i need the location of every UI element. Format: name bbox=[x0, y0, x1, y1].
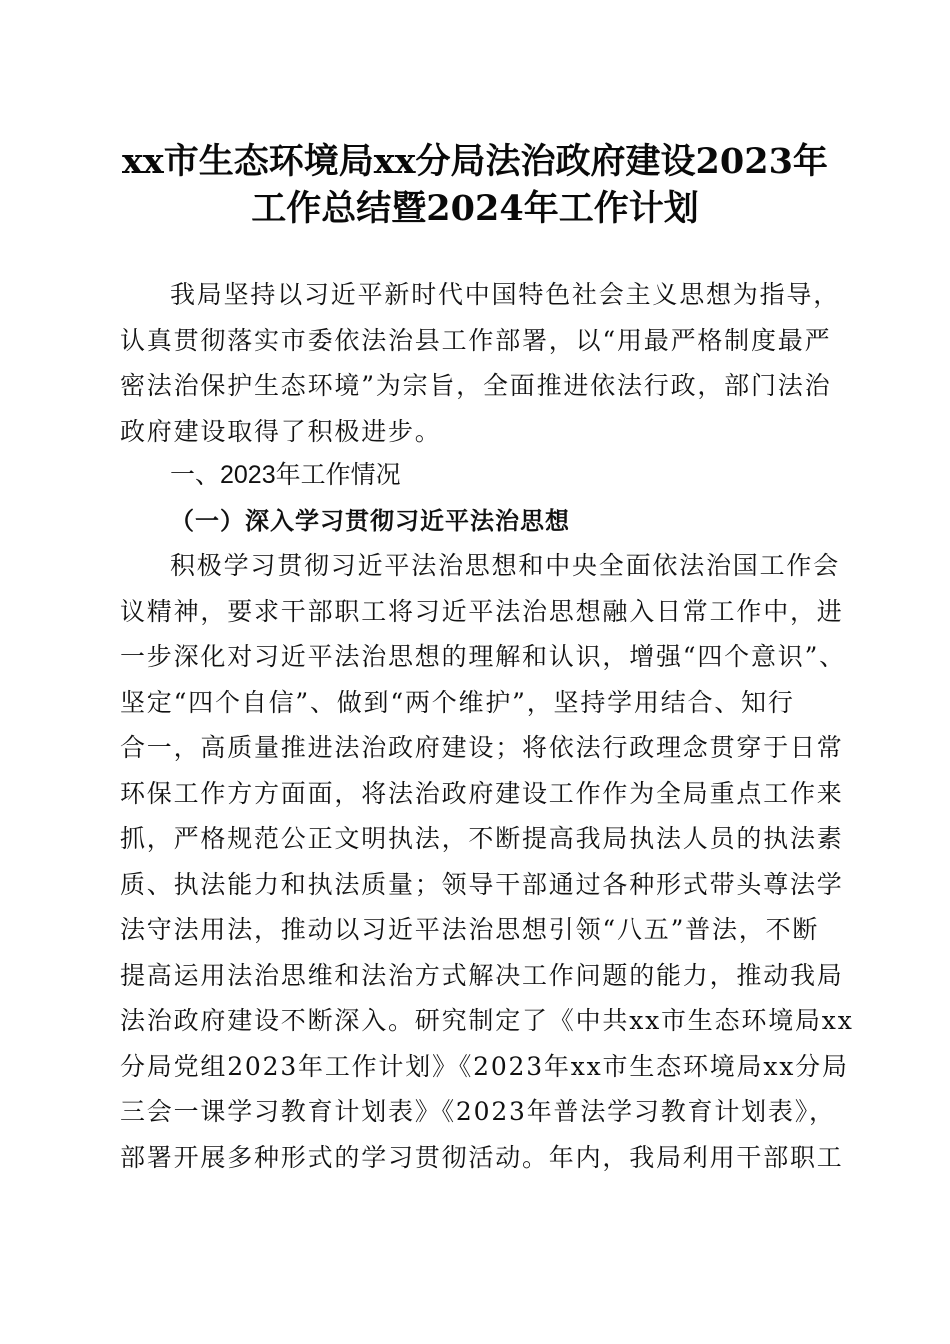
document-title bbox=[90, 138, 860, 232]
paragraph-line: 环保工作方方面面，将法治政府建设工作作为全局重点工作来 bbox=[120, 778, 844, 808]
paragraph-line: 积极学习贯彻习近平法治思想和中央全面依法治国工作会 bbox=[170, 551, 841, 580]
subsection-heading: （一）深入学习贯彻习近平法治思想 bbox=[170, 506, 570, 535]
section-heading: 一、2023年工作情况 bbox=[170, 461, 401, 489]
paragraph-line: 我局坚持以习近平新时代中国特色社会主义思想为指导， bbox=[170, 280, 841, 309]
intro-paragraph bbox=[120, 272, 841, 454]
body-paragraph bbox=[120, 543, 854, 1180]
paragraph-line: 合一，高质量推进法治政府建设；将依法行政理念贯穿于日常 bbox=[120, 733, 844, 762]
title-line: 工作总结暨2024年工作计划 bbox=[251, 188, 699, 229]
paragraph-line: 质、执法能力和执法质量；领导干部通过各种形式带头尊法学 bbox=[120, 869, 844, 899]
paragraph-line: 分局党组2023年工作计划》《2023年xx市生态环境局xx分局 bbox=[120, 1051, 849, 1081]
paragraph-line: 抓，严格规范公正文明执法，不断提高我局执法人员的执法素 bbox=[120, 824, 844, 853]
paragraph-line: 三会一课学习教育计划表》《2023年普法学习教育计划表》， bbox=[120, 1097, 836, 1126]
paragraph-line: 提高运用法治思维和法治方式解决工作问题的能力，推动我局 bbox=[120, 960, 844, 990]
paragraph-line: 法治政府建设不断深入。研究制定了《中共xx市生态环境局xx bbox=[120, 1006, 854, 1035]
paragraph-line: 密法治保护生态环境”为宗旨，全面推进依法行政，部门法治 bbox=[120, 371, 832, 400]
paragraph-line: 部署开展多种形式的学习贯彻活动。年内，我局利用干部职工 bbox=[120, 1142, 844, 1172]
paragraph-line: 政府建设取得了积极进步。 bbox=[120, 416, 442, 446]
paragraph-line: 法守法用法，推动以习近平法治思想引领“八五”普法，不断 bbox=[120, 915, 820, 944]
paragraph-line: 议精神，要求干部职工将习近平法治思想融入日常工作中，进 bbox=[120, 596, 844, 626]
paragraph-line: 认真贯彻落实市委依法治县工作部署，以“用最严格制度最严 bbox=[120, 325, 832, 355]
title-line: xx市生态环境局xx分局法治政府建设2023年 bbox=[122, 141, 828, 182]
paragraph-line: 坚定“四个自信”、做到“两个维护”，坚持学用结合、知行 bbox=[120, 687, 795, 717]
paragraph-line: 一步深化对习近平法治思想的理解和认识，增强“四个意识”、 bbox=[120, 642, 846, 671]
